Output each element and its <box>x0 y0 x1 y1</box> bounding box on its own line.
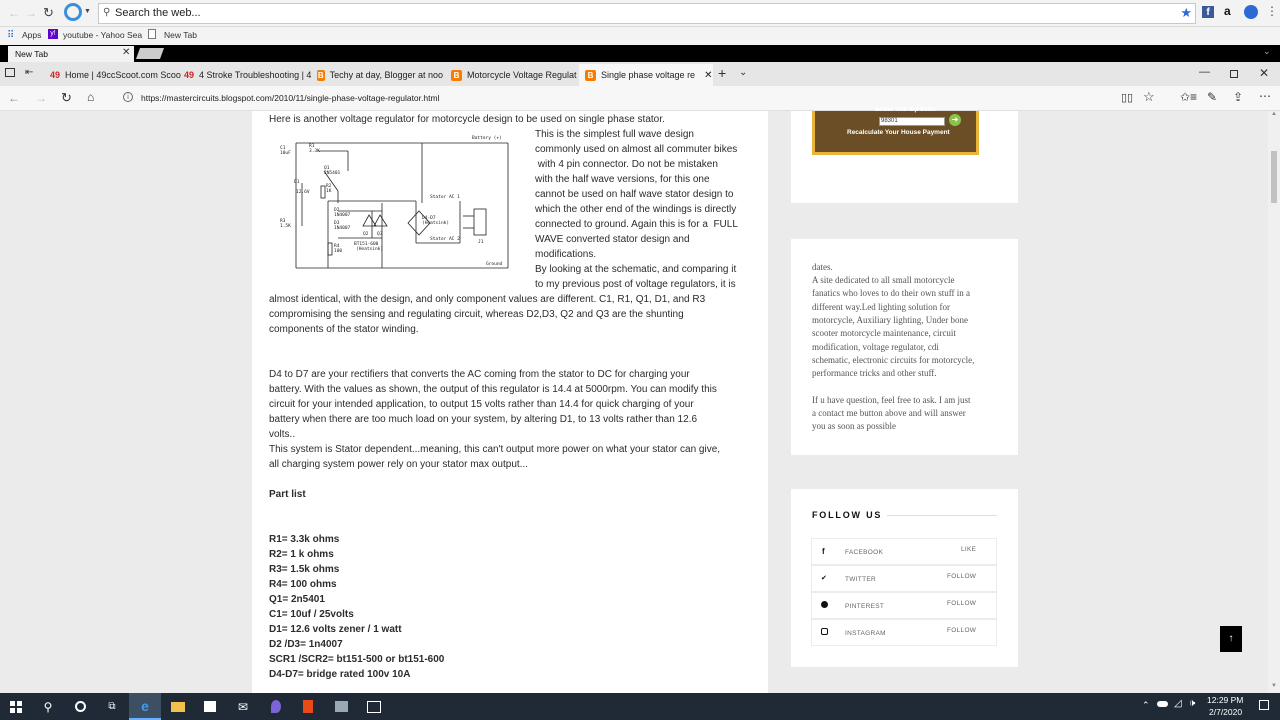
part-item: D1= 12.6 volts zener / 1 watt <box>269 624 402 635</box>
wrap-line: to my previous post of voltage regulators, it is <box>535 279 736 290</box>
site-49-icon: 49 <box>184 70 195 80</box>
store-button[interactable] <box>194 693 226 720</box>
photos-button[interactable] <box>358 693 390 720</box>
maps-icon <box>271 700 281 713</box>
clock-date[interactable]: 2/7/2020 <box>1209 707 1243 717</box>
title-divider <box>887 515 997 516</box>
part-item: D4-D7= bridge rated 100v 10A <box>269 669 411 680</box>
window-tab[interactable] <box>8 46 134 62</box>
scroll-up-icon[interactable]: ▲ <box>1271 111 1277 117</box>
more-icon[interactable]: ⋮ <box>1266 4 1278 18</box>
wrap-line: with the half wave versions, for this one <box>535 174 710 185</box>
twitter-icon: ✔ <box>821 575 828 582</box>
app-icon <box>335 701 348 712</box>
schematic-q2: Q2 <box>363 232 369 237</box>
schematic-bridge: D4-D7 <box>422 216 436 221</box>
home-icon[interactable]: ⌂ <box>87 90 95 104</box>
window-tab-label: New Tab <box>15 49 48 59</box>
edge-address-bar <box>0 86 1280 111</box>
follow-title: FOLLOW US <box>812 510 883 520</box>
back-to-top-button[interactable] <box>1220 626 1242 652</box>
chevron-down-icon[interactable]: ⌄ <box>1263 46 1271 56</box>
follow-name: INSTAGRAM <box>845 630 886 637</box>
chrome-toolbar <box>0 0 1280 27</box>
search-button[interactable] <box>32 693 64 720</box>
scrollbar[interactable] <box>1268 111 1280 693</box>
schematic-d3: D3 <box>334 221 340 226</box>
url-field[interactable]: https://mastercircuits.blogspot.com/2010/11/single-phase-voltage-regulator.html <box>141 93 440 103</box>
wrap-line: commonly used on almost all commuter bikes <box>535 144 738 155</box>
close-window-icon[interactable]: ✕ <box>1259 66 1270 80</box>
schematic-c1: C1 <box>280 146 286 151</box>
about-line: fanatics who loves to do their own stuff in a <box>812 288 971 298</box>
about-line: different way.Led lighting solution for <box>812 302 950 312</box>
amazon-ext-icon[interactable]: a <box>1224 4 1231 18</box>
tab-4stroke[interactable] <box>178 64 310 86</box>
dropdown-icon[interactable]: ▼ <box>84 8 91 15</box>
photos-icon <box>367 701 381 713</box>
web-search-box[interactable] <box>98 3 1196 24</box>
edge-taskbar-button[interactable] <box>129 693 161 720</box>
volume-icon[interactable]: 🕩 <box>1189 698 1196 709</box>
schematic-c1v: 10uF <box>280 151 291 156</box>
bookmark-apps[interactable]: Apps <box>22 30 42 40</box>
blogger-icon: B <box>317 70 324 80</box>
tab-49ccscoot[interactable] <box>44 64 181 86</box>
recalculate-button[interactable]: Recalculate Your House Payment <box>847 129 950 136</box>
about-line: schematic, electronic circuits for motorcycle, <box>812 355 975 365</box>
follow-action[interactable]: LIKE <box>961 546 977 553</box>
part-item: C1= 10uf / 25volts <box>269 609 354 620</box>
part-item: D2 /D3= 1n4007 <box>269 639 343 650</box>
schematic-r3v: 1.5K <box>280 224 291 229</box>
schematic-ground: Ground <box>486 262 503 267</box>
favorites-icon[interactable]: ✩≡ <box>1180 90 1198 104</box>
part-item: SCR1 /SCR2= bt151-500 or bt151-600 <box>269 654 445 665</box>
instagram-icon <box>821 628 828 635</box>
share-icon[interactable]: ⇪ <box>1233 90 1244 104</box>
part-item: R2= 1 k ohms <box>269 549 334 560</box>
yahoo-icon: y! <box>48 29 58 39</box>
about-line: motorcycle, Auxiliary lighting, Under bone <box>812 315 968 325</box>
tab-label: Single phase voltage re <box>601 70 696 80</box>
windows-icon <box>10 701 22 713</box>
follow-name: TWITTER <box>845 576 876 583</box>
part-item: R3= 1.5k ohms <box>269 564 340 575</box>
para2-line: all charging system power rely on your stator max output... <box>269 459 529 470</box>
search-icon: ⚲ <box>103 7 111 18</box>
start-button[interactable] <box>0 693 32 720</box>
windows-taskbar <box>0 693 1280 720</box>
about-line: performance tricks and other stuff. <box>812 368 937 378</box>
star-icon[interactable]: ★ <box>1180 5 1192 20</box>
network-icon[interactable]: ◿ <box>1174 698 1182 709</box>
wrap-line: modifications. <box>535 249 597 260</box>
schematic-bridge-heatsink: (Heatsink) <box>422 221 450 226</box>
blog-post <box>252 111 768 693</box>
part-item: R1= 3.3k ohms <box>269 534 340 545</box>
onedrive-icon[interactable] <box>1157 701 1168 707</box>
schematic-scr: BT151-600 <box>354 242 379 247</box>
office-button[interactable] <box>292 693 324 720</box>
favorite-star-icon[interactable]: ☆ <box>1143 89 1155 104</box>
edge-tabstrip <box>0 62 1280 86</box>
schematic-q1v: 2N5401 <box>324 171 341 176</box>
zip-input[interactable]: 98301 <box>879 117 945 126</box>
maps-button[interactable] <box>260 693 292 720</box>
follow-instagram[interactable] <box>811 619 997 646</box>
parts-heading: Part list <box>269 489 306 500</box>
web-page <box>0 107 1268 693</box>
folder-icon <box>171 702 185 712</box>
tab-preview-icon[interactable]: ⌄ <box>739 67 748 78</box>
site-49-icon: 49 <box>50 70 61 80</box>
wrap-line: This is the simplest full wave design <box>535 129 694 140</box>
facebook-ext-icon[interactable]: f <box>1202 6 1214 18</box>
follow-action[interactable]: FOLLOW <box>947 573 977 580</box>
page-icon <box>148 29 156 39</box>
para2-line: This system is Stator dependent...meaning, this can't output more power on what your stator can give, <box>269 444 721 455</box>
about-line: a contact me button above and will answer <box>812 408 966 418</box>
profile-ext-icon[interactable] <box>1244 5 1258 19</box>
info-icon[interactable]: i <box>123 92 133 102</box>
schematic-j1: J1 <box>478 240 484 245</box>
follow-action[interactable]: FOLLOW <box>947 600 977 607</box>
pinterest-icon <box>821 601 828 608</box>
tab-label: Techy at day, Blogger at noo <box>329 70 443 80</box>
para2-line: battery. With the values as shown, the output of this regulator is 14.4 at 5000rpm. You can modify this <box>269 384 717 395</box>
wrap-line: connected to ground. Again this is for a FULL <box>535 219 738 230</box>
schematic-q3: Q3 <box>377 232 383 237</box>
bookmarks-bar <box>0 27 1280 45</box>
sidebar-about-widget <box>791 239 1018 455</box>
bookmark-youtube[interactable]: youtube - Yahoo Sea <box>63 30 143 40</box>
facebook-icon: f <box>822 547 825 556</box>
para2-line: circuit for your intended application, to output 15 volts rather than 14.4 for quick charging of your <box>269 399 694 410</box>
task-view-button[interactable] <box>96 693 128 720</box>
schematic-r3: R3 <box>280 219 286 224</box>
part-item: R4= 100 ohms <box>269 579 337 590</box>
bookmark-new-tab[interactable]: New Tab <box>164 30 197 40</box>
forward-icon[interactable]: → <box>35 91 47 105</box>
follow-name: PINTEREST <box>845 603 885 610</box>
search-placeholder: Search the web... <box>115 7 201 19</box>
follow-name: FACEBOOK <box>845 549 884 556</box>
tab-techy[interactable] <box>311 64 443 86</box>
blogger-icon: B <box>451 70 462 81</box>
para2-line: volts.. <box>269 429 296 440</box>
circuit-schematic <box>278 131 512 269</box>
back-icon[interactable]: ← <box>8 91 20 105</box>
reload-icon[interactable]: ↻ <box>43 5 54 20</box>
store-icon <box>204 701 216 712</box>
apps-icon[interactable]: ⠿ <box>7 30 15 41</box>
refresh-icon[interactable]: ↻ <box>61 90 72 105</box>
about-line: A site dedicated to all small motorcycle <box>812 275 955 285</box>
blogger-icon: B <box>585 70 596 81</box>
schematic-scr-heatsink: (Heatsink) <box>356 247 384 252</box>
go-arrow-icon[interactable]: ➜ <box>949 114 961 126</box>
tab-manager-icon[interactable] <box>5 68 15 77</box>
tab-label: Motorcycle Voltage Regulat <box>467 70 577 80</box>
schematic-r1v: 3.3K <box>309 149 320 154</box>
newtab-shortcut-icon[interactable] <box>136 48 164 59</box>
part-item: Q1= 2n5401 <box>269 594 325 605</box>
about-line: If u have question, feel free to ask. I am just <box>812 395 971 405</box>
follow-pinterest[interactable] <box>811 592 997 619</box>
set-aside-icon[interactable]: ⇤ <box>25 67 34 78</box>
schematic-q1: Q1 <box>324 166 330 171</box>
wrap-line: cannot be used on half wave stator design to <box>535 189 734 200</box>
office-icon <box>303 700 313 713</box>
follow-facebook[interactable] <box>811 538 997 565</box>
mail-button[interactable] <box>227 693 259 720</box>
tab-label: 4 Stroke Troubleshooting | 4 <box>199 70 312 80</box>
schematic-r1: R1 <box>309 144 315 149</box>
para1-line: almost identical, with the design, and only component values are different. C1, R1, Q1, D1, and R3 <box>269 294 706 305</box>
wrap-line: WAVE converted stator design and <box>535 234 690 245</box>
tab-motorcycle-voltage[interactable] <box>445 64 577 86</box>
wrap-line: which the other end of the windings is directly <box>535 204 737 215</box>
task-view-icon: ⧉ <box>108 701 116 712</box>
schematic-r2v: 1K <box>326 189 332 194</box>
new-tab-icon[interactable]: + <box>718 65 727 81</box>
sidebar-follow-widget <box>791 489 1018 667</box>
scroll-down-icon[interactable]: ▼ <box>1271 683 1277 689</box>
schematic-stator1: Stator AC 1 <box>430 195 460 200</box>
settings-more-icon[interactable]: ⋯ <box>1259 89 1271 103</box>
schematic-d1: D1 <box>294 180 300 185</box>
schematic-r2: R2 <box>326 184 332 189</box>
schematic-d3v: 1N4007 <box>334 226 351 231</box>
ie-logo-icon[interactable] <box>64 3 82 21</box>
para1-line: components of the stator winding. <box>269 324 419 335</box>
arrow-up-icon: ↑ <box>1228 633 1234 644</box>
post-intro: Here is another voltage regulator for motorcycle design to be used on single phase stator. <box>269 114 665 125</box>
mail-icon: ✉ <box>237 699 249 714</box>
file-explorer-button[interactable] <box>162 693 194 720</box>
close-tab-icon[interactable]: ✕ <box>704 69 713 81</box>
para1-line: compromising the sensing and regulating circuit, whereas D2,D3, Q2 and Q3 are the shunting <box>269 309 684 320</box>
about-line: scooter motorcycle maintenance, circuit <box>812 328 956 338</box>
schematic-r4: R4 <box>334 244 340 249</box>
schematic-stator2: Stator AC 2 <box>430 237 460 242</box>
cortana-button[interactable] <box>64 693 96 720</box>
para2-line: D4 to D7 are your rectifiers that converts the AC coming from the stator to DC for charging your <box>269 369 690 380</box>
notes-icon[interactable]: ✎ <box>1207 90 1218 104</box>
show-hidden-icons[interactable]: ⌃ <box>1142 700 1150 710</box>
follow-twitter[interactable] <box>811 565 997 592</box>
zip-label: Select Your Zip Code: <box>875 107 937 113</box>
follow-action[interactable]: FOLLOW <box>947 627 977 634</box>
wrap-line: By looking at the schematic, and comparing it <box>535 264 737 275</box>
edge-titlebar <box>0 45 1280 62</box>
schematic-d2: D2 <box>334 208 340 213</box>
notifications-icon[interactable] <box>1259 700 1269 710</box>
app-button[interactable] <box>325 693 357 720</box>
restore-icon[interactable] <box>1230 70 1238 78</box>
sidebar-ad-widget <box>791 107 1018 203</box>
schematic-battery: Battery (+) <box>472 136 502 141</box>
tab-single-phase[interactable] <box>579 64 713 86</box>
schematic-d2v: 1N4007 <box>334 213 351 218</box>
forward-icon[interactable]: → <box>25 6 37 20</box>
tab-label: Home | 49ccScoot.com Scoo <box>65 70 181 80</box>
search-icon: ⚲ <box>43 699 53 714</box>
schematic-r4v: 100 <box>334 249 343 254</box>
house-payment-ad[interactable] <box>812 107 979 155</box>
schematic-d1v: 12.6V <box>296 190 310 195</box>
about-line: modification, voltage regulator, cdi <box>812 342 939 352</box>
about-line: dates. <box>812 262 833 272</box>
scrollbar-thumb[interactable] <box>1271 151 1277 203</box>
reading-view-icon[interactable]: ▯▯ <box>1121 92 1134 104</box>
cortana-icon <box>75 701 86 712</box>
clock-time[interactable]: 12:29 PM <box>1207 695 1244 705</box>
about-line: you as soon as possible <box>812 421 896 431</box>
para2-line: battery when there are too much load on your system, by altering D1, to 13 volts rather than 12.6 <box>269 414 698 425</box>
wrap-line: with 4 pin connector. Do not be mistaken <box>535 159 718 170</box>
close-icon[interactable]: ✕ <box>122 47 131 58</box>
edge-icon: e <box>141 697 149 714</box>
minimize-icon[interactable]: — <box>1199 66 1210 78</box>
back-icon[interactable]: ← <box>8 6 20 20</box>
